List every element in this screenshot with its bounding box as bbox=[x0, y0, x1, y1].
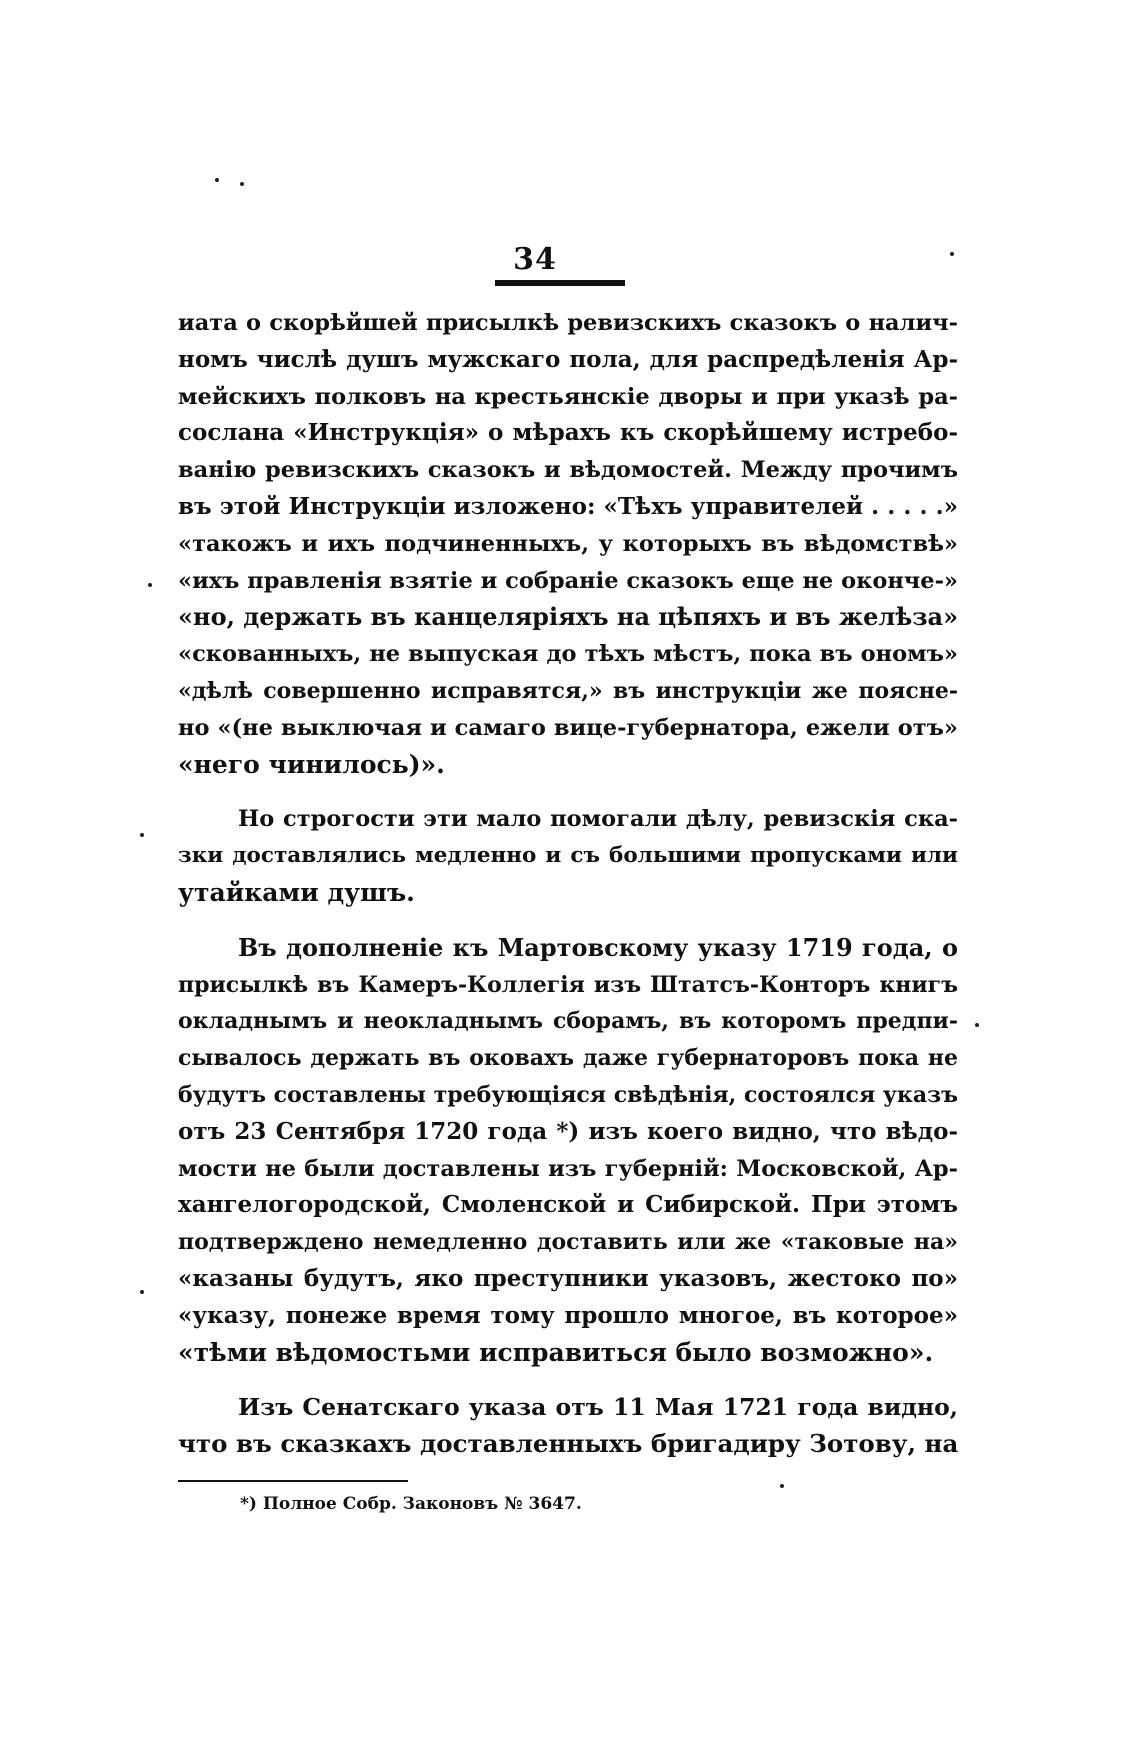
text-line: Изъ Сенатскаго указа отъ 11 Мая 1721 года видно, bbox=[238, 1393, 958, 1422]
text-line: сослана «Инструкція» о мѣрахъ къ скорѣйшему истребо- bbox=[178, 419, 958, 447]
text-line: Въ дополненіе къ Мартовскому указу 1719 года, о bbox=[238, 932, 958, 962]
text-line: будутъ составлены требующіяся свѣдѣнія, состоялся указъ bbox=[178, 1081, 958, 1108]
scan-speck bbox=[240, 182, 244, 186]
text-line: «скованныхъ, не выпуская до тѣхъ мѣстъ, пока въ ономъ» bbox=[178, 641, 958, 668]
text-line: утайками душъ. bbox=[178, 877, 415, 907]
text-line: присылкѣ въ Камеръ-Коллегія изъ Штатсъ-Конторъ книгъ bbox=[178, 971, 958, 998]
text-line: мейскихъ полковъ на крестьянскіе дворы и при указѣ ра- bbox=[178, 383, 958, 410]
text-line: «указу, понеже время тому прошло многое, въ которое» bbox=[178, 1301, 958, 1329]
text-line: въ этой Инструкціи изложено: «Тѣхъ управителей . . . . .» bbox=[178, 492, 958, 520]
paragraph-4 bbox=[178, 1389, 958, 1463]
text-line: номъ числѣ душъ мужскаго пола, для распредѣленія Ар- bbox=[178, 345, 958, 373]
text-line: сывалось держать въ оковахъ даже губернаторовъ пока не bbox=[178, 1045, 958, 1072]
footnote: *) Полное Собр. Законовъ № 3647. bbox=[240, 1494, 582, 1514]
text-line: окладнымъ и неокладнымъ сборамъ, въ которомъ предпи- bbox=[178, 1008, 958, 1035]
scan-speck bbox=[950, 252, 954, 256]
scan-speck bbox=[215, 178, 219, 182]
text-line: «ихъ правленія взятіе и собраніе сказокъ еще не оконче-» bbox=[178, 567, 958, 594]
paragraph-gap bbox=[178, 1371, 958, 1389]
scan-speck bbox=[140, 1290, 144, 1294]
text-line: мости не были доставлены изъ губерній: Московской, Ар- bbox=[178, 1155, 958, 1182]
text-line: «но, держать въ канцеляріяхъ на цѣпяхъ и въ желѣза» bbox=[178, 602, 958, 632]
text-line: «казаны будутъ, яко преступники указовъ, жестоко по» bbox=[178, 1264, 958, 1292]
text-line: подтверждено немедленно доставить или же «таковые на» bbox=[178, 1229, 958, 1256]
paragraph-gap bbox=[178, 783, 958, 801]
text-line: «тѣми вѣдомостьми исправиться было возможно». bbox=[178, 1337, 934, 1367]
scan-speck bbox=[975, 1023, 979, 1027]
text-line: зки доставлялись медленно и съ большими пропусками или bbox=[178, 843, 958, 869]
footnote-rule bbox=[178, 1480, 408, 1482]
scan-speck bbox=[780, 1484, 784, 1488]
page-number: 34 bbox=[513, 242, 557, 277]
paragraph-1 bbox=[178, 305, 958, 783]
text-line: Но строгости эти мало помогали дѣлу, ревизскія ска- bbox=[238, 806, 958, 833]
scan-speck bbox=[140, 833, 144, 837]
paragraph-gap bbox=[178, 912, 958, 930]
text-line: «него чинилось)». bbox=[178, 749, 445, 779]
paragraph-2 bbox=[178, 801, 958, 911]
text-line: но «(не выключая и самаго вице-губернатора, ежели отъ» bbox=[178, 714, 958, 741]
text-line: что въ сказкахъ доставленныхъ бригадиру Зотову, на bbox=[178, 1429, 958, 1459]
header-rule bbox=[495, 280, 625, 286]
text-line: ванію ревизскихъ сказокъ и вѣдомостей. Между прочимъ bbox=[178, 457, 958, 484]
text-line: «такожъ и ихъ подчиненныхъ, у которыхъ въ вѣдомствѣ» bbox=[178, 530, 958, 557]
body-text bbox=[178, 305, 958, 1463]
paragraph-3 bbox=[178, 930, 958, 1372]
scan-speck bbox=[148, 583, 152, 587]
text-line: «дѣлѣ совершенно исправятся,» въ инструкціи же поясне- bbox=[178, 677, 958, 704]
text-line: хангелогородской, Смоленской и Сибирской. При этомъ bbox=[178, 1191, 958, 1219]
text-line: иата о скорѣйшей присылкѣ ревизскихъ сказокъ о налич- bbox=[178, 310, 958, 336]
text-line: отъ 23 Сентября 1720 года *) изъ коего видно, что вѣдо- bbox=[178, 1117, 958, 1145]
